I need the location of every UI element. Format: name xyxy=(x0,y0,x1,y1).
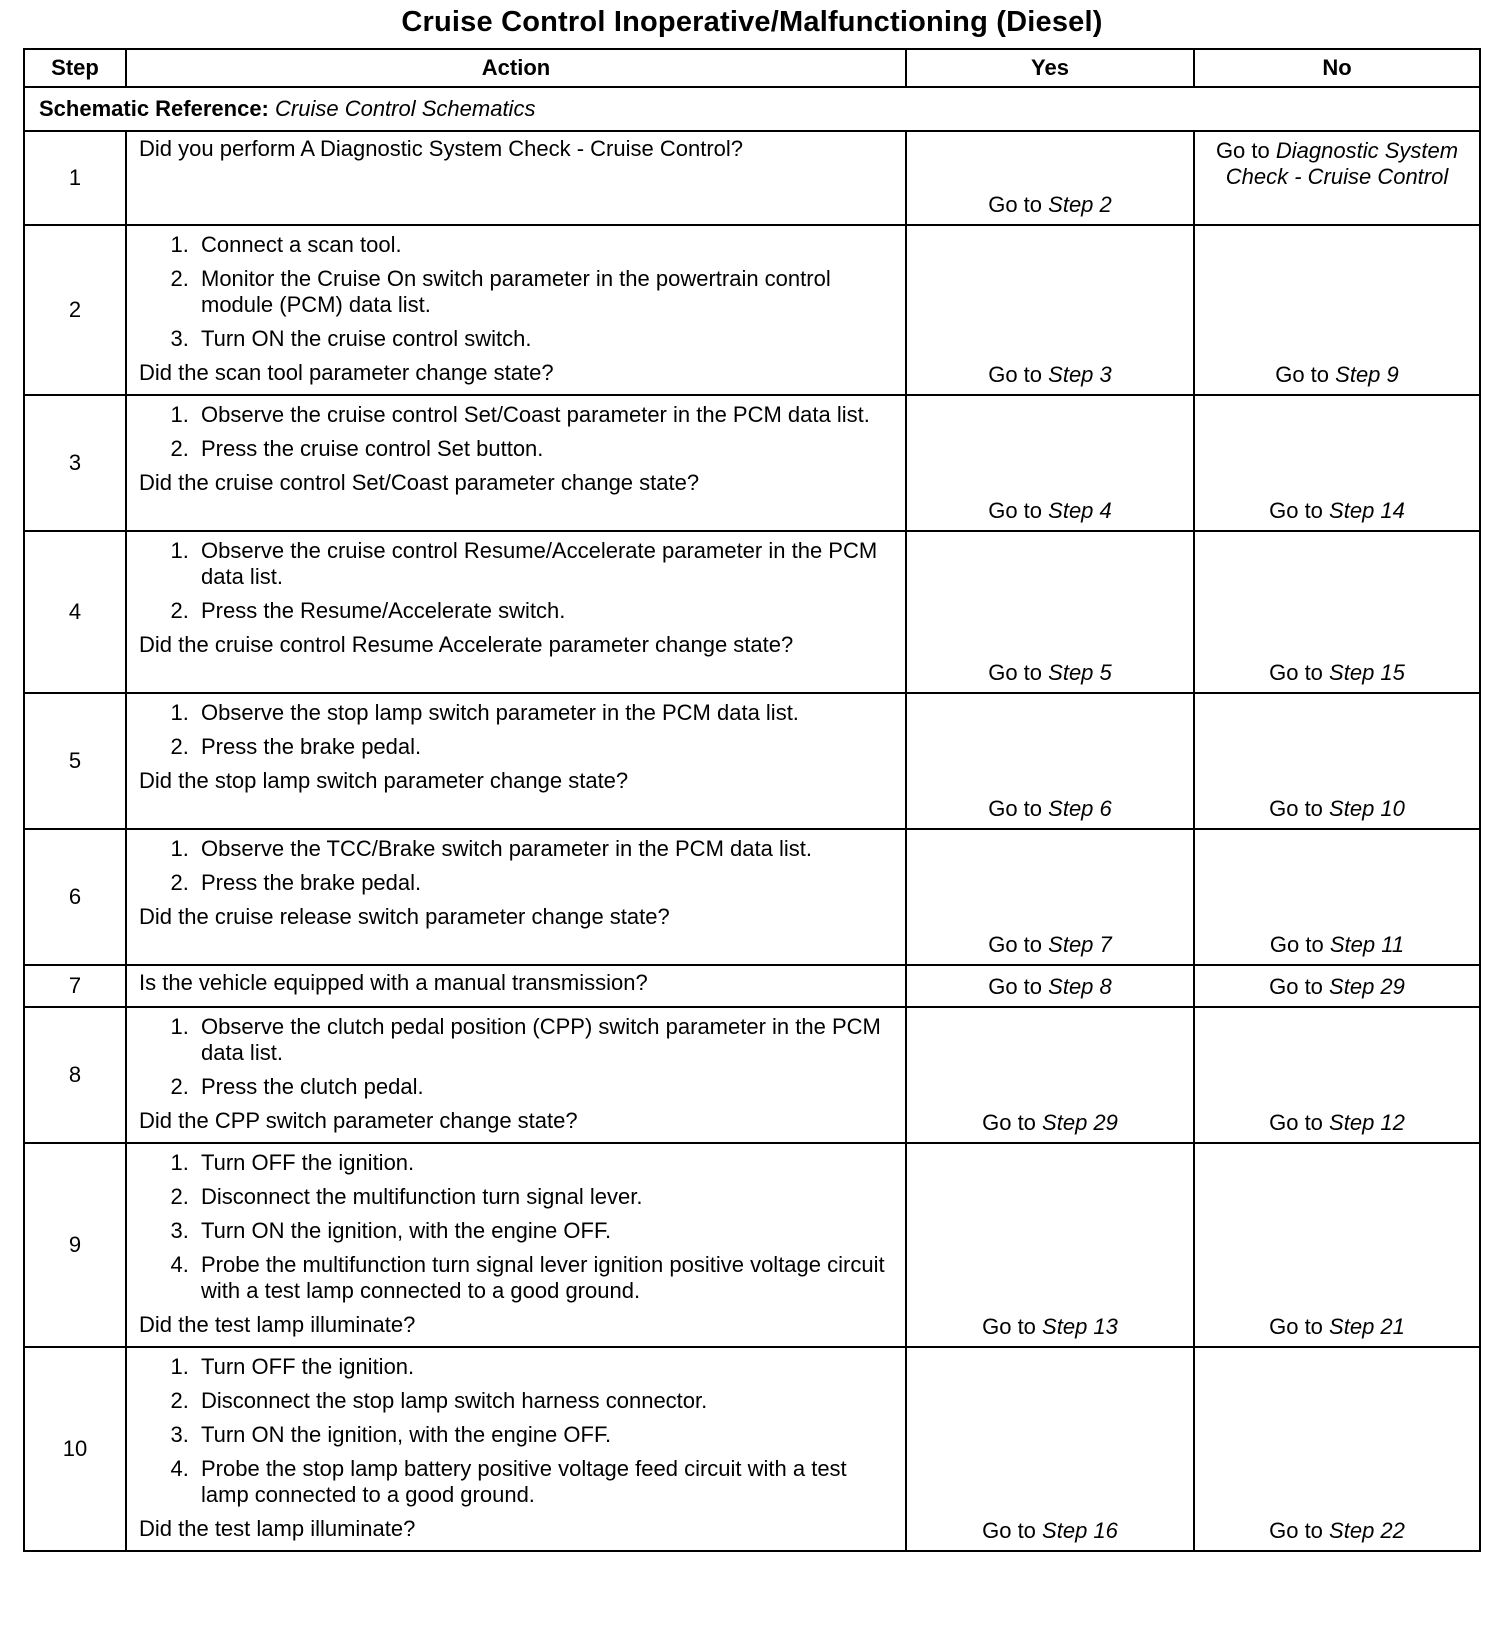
action-step-item: 1. Turn OFF the ignition. xyxy=(195,1150,893,1176)
header-no: No xyxy=(1194,49,1480,87)
table-row xyxy=(24,395,1480,531)
action-step-item: 1. Observe the clutch pedal position (CPP) switch parameter in the PCM data list. xyxy=(195,1014,893,1066)
action-cell xyxy=(126,829,906,965)
header-yes: Yes xyxy=(906,49,1194,87)
no-cell xyxy=(1194,829,1480,965)
table-row xyxy=(24,829,1480,965)
action-step-item: 1. Connect a scan tool. xyxy=(195,232,893,258)
yes-goto-link[interactable]: Step 4 xyxy=(1048,498,1112,523)
action-steps-list xyxy=(139,700,893,760)
step-number: 2 xyxy=(24,225,126,395)
action-question: Did the test lamp illuminate? xyxy=(139,1516,416,1541)
action-question: Is the vehicle equipped with a manual transmission? xyxy=(139,970,648,995)
yes-goto-link[interactable]: Step 5 xyxy=(1048,660,1112,685)
goto-label: Go to xyxy=(988,660,1043,685)
action-steps-list xyxy=(139,1354,893,1508)
action-step-item: 2. Press the brake pedal. xyxy=(195,870,893,896)
no-goto-link[interactable]: Step 14 xyxy=(1329,498,1405,523)
action-step-item: 4. Probe the stop lamp battery positive voltage feed circuit with a test lamp connected to a good ground. xyxy=(195,1456,893,1508)
step-number: 8 xyxy=(24,1007,126,1143)
action-question: Did the test lamp illuminate? xyxy=(139,1312,416,1337)
yes-cell xyxy=(906,395,1194,531)
action-cell xyxy=(126,225,906,395)
no-cell xyxy=(1194,965,1480,1007)
goto-label: Go to xyxy=(1269,932,1324,957)
table-row xyxy=(24,965,1480,1007)
no-cell xyxy=(1194,131,1480,225)
schematic-reference-row xyxy=(24,87,1480,131)
page-title: Cruise Control Inoperative/Malfunctioning (Diesel) xyxy=(401,6,1103,38)
action-steps-list xyxy=(139,538,893,624)
action-step-item: 1. Observe the TCC/Brake switch parameter in the PCM data list. xyxy=(195,836,893,862)
step-number: 3 xyxy=(24,395,126,531)
goto-label: Go to xyxy=(1215,138,1270,163)
goto-label: Go to xyxy=(1269,1314,1323,1339)
action-cell xyxy=(126,395,906,531)
no-cell xyxy=(1194,1347,1480,1551)
yes-cell xyxy=(906,131,1194,225)
action-step-item: 1. Observe the cruise control Set/Coast parameter in the PCM data list. xyxy=(195,402,893,428)
action-cell xyxy=(126,1143,906,1347)
step-number: 7 xyxy=(24,965,126,1007)
schematic-link[interactable]: Cruise Control Schematics xyxy=(275,96,536,121)
step-number: 10 xyxy=(24,1347,126,1551)
action-step-item: 4. Probe the multifunction turn signal lever ignition positive voltage circuit with a test lamp connected to a good ground. xyxy=(195,1252,893,1304)
action-question: Did the CPP switch parameter change state? xyxy=(139,1108,578,1133)
yes-cell xyxy=(906,1347,1194,1551)
action-question: Did the cruise control Resume Accelerate parameter change state? xyxy=(139,632,794,657)
action-step-item: 1. Observe the cruise control Resume/Accelerate parameter in the PCM data list. xyxy=(195,538,893,590)
table-row xyxy=(24,1007,1480,1143)
goto-label: Go to xyxy=(1269,796,1323,821)
action-cell xyxy=(126,131,906,225)
table-row xyxy=(24,531,1480,693)
yes-goto-link[interactable]: Step 16 xyxy=(1042,1518,1118,1543)
action-steps-list xyxy=(139,836,893,896)
table-row xyxy=(24,131,1480,225)
yes-goto-link[interactable]: Step 13 xyxy=(1042,1314,1118,1339)
goto-label: Go to xyxy=(988,974,1043,999)
no-cell xyxy=(1194,225,1480,395)
action-cell xyxy=(126,531,906,693)
goto-label: Go to xyxy=(1269,1518,1323,1543)
no-goto-link[interactable]: Step 11 xyxy=(1329,932,1405,957)
action-question: Did the stop lamp switch parameter change state? xyxy=(139,768,629,793)
yes-cell xyxy=(906,693,1194,829)
goto-label: Go to xyxy=(1269,498,1323,523)
goto-label: Go to xyxy=(1269,1110,1323,1135)
action-step-item: 2. Disconnect the multifunction turn signal lever. xyxy=(195,1184,893,1210)
no-cell xyxy=(1194,693,1480,829)
goto-label: Go to xyxy=(988,932,1043,957)
table-row xyxy=(24,693,1480,829)
action-cell xyxy=(126,1007,906,1143)
yes-goto-link[interactable]: Step 6 xyxy=(1048,796,1112,821)
header-action: Action xyxy=(126,49,906,87)
action-steps-list xyxy=(139,1014,893,1100)
action-step-item: 2. Monitor the Cruise On switch parameter in the powertrain control module (PCM) data list. xyxy=(195,266,893,318)
action-cell xyxy=(126,965,906,1007)
no-cell xyxy=(1194,1007,1480,1143)
no-goto-link[interactable]: Step 29 xyxy=(1329,974,1405,999)
action-step-item: 2. Press the brake pedal. xyxy=(195,734,893,760)
action-step-item: 2. Press the cruise control Set button. xyxy=(195,436,893,462)
yes-goto-link[interactable]: Step 3 xyxy=(1048,362,1112,387)
action-step-item: 3. Turn ON the ignition, with the engine OFF. xyxy=(195,1218,893,1244)
table-header-row xyxy=(24,49,1480,87)
yes-goto-link[interactable]: Step 29 xyxy=(1042,1110,1118,1135)
yes-goto-link[interactable]: Step 7 xyxy=(1048,932,1112,957)
step-number: 4 xyxy=(24,531,126,693)
header-step: Step xyxy=(24,49,126,87)
action-steps-list xyxy=(139,232,893,352)
table-row xyxy=(24,1143,1480,1347)
no-goto-link[interactable]: Step 10 xyxy=(1329,796,1405,821)
action-steps-list xyxy=(139,402,893,462)
goto-label: Go to xyxy=(988,192,1043,217)
action-question: Did the scan tool parameter change state? xyxy=(139,360,554,385)
no-cell xyxy=(1194,531,1480,693)
yes-goto-link[interactable]: Step 8 xyxy=(1048,974,1112,999)
action-cell xyxy=(126,1347,906,1551)
goto-label: Go to xyxy=(988,498,1043,523)
action-question: Did the cruise release switch parameter change state? xyxy=(139,904,670,929)
action-step-item: 2. Press the clutch pedal. xyxy=(195,1074,893,1100)
yes-cell xyxy=(906,1143,1194,1347)
step-number: 1 xyxy=(24,131,126,225)
yes-cell xyxy=(906,225,1194,395)
action-step-item: 3. Turn ON the cruise control switch. xyxy=(195,326,893,352)
step-number: 6 xyxy=(24,829,126,965)
action-question: Did the cruise control Set/Coast parameter change state? xyxy=(139,470,700,495)
goto-label: Go to xyxy=(1269,660,1323,685)
no-goto-link[interactable]: Step 22 xyxy=(1329,1518,1405,1543)
action-step-item: 1. Turn OFF the ignition. xyxy=(195,1354,893,1380)
step-number: 5 xyxy=(24,693,126,829)
yes-goto-link[interactable]: Step 2 xyxy=(1048,192,1112,217)
action-question: Did you perform A Diagnostic System Check - Cruise Control? xyxy=(139,136,744,161)
goto-label: Go to xyxy=(982,1518,1036,1543)
table-row xyxy=(24,1347,1480,1551)
goto-label: Go to xyxy=(1275,362,1330,387)
diagnostic-table xyxy=(23,48,1481,1552)
yes-cell xyxy=(906,1007,1194,1143)
no-goto-link[interactable]: Step 9 xyxy=(1335,362,1399,387)
no-goto-link[interactable]: Step 15 xyxy=(1329,660,1405,685)
action-step-item: 2. Disconnect the stop lamp switch harness connector. xyxy=(195,1388,893,1414)
no-cell xyxy=(1194,395,1480,531)
action-step-item: 2. Press the Resume/Accelerate switch. xyxy=(195,598,893,624)
yes-cell xyxy=(906,531,1194,693)
no-goto-link[interactable]: Diagnostic System Check - Cruise Control xyxy=(1225,138,1459,189)
schematic-label: Schematic Reference: xyxy=(39,96,269,121)
step-number: 9 xyxy=(24,1143,126,1347)
schematic-reference xyxy=(24,87,1480,131)
yes-cell xyxy=(906,965,1194,1007)
goto-label: Go to xyxy=(982,1314,1036,1339)
no-cell xyxy=(1194,1143,1480,1347)
goto-label: Go to xyxy=(1269,974,1323,999)
action-steps-list xyxy=(139,1150,893,1304)
no-goto-link[interactable]: Step 12 xyxy=(1329,1110,1405,1135)
goto-label: Go to xyxy=(988,796,1043,821)
yes-cell xyxy=(906,829,1194,965)
action-cell xyxy=(126,693,906,829)
action-step-item: 3. Turn ON the ignition, with the engine OFF. xyxy=(195,1422,893,1448)
table-row xyxy=(24,225,1480,395)
no-goto-link[interactable]: Step 21 xyxy=(1329,1314,1405,1339)
goto-label: Go to xyxy=(988,362,1043,387)
goto-label: Go to xyxy=(982,1110,1036,1135)
action-step-item: 1. Observe the stop lamp switch parameter in the PCM data list. xyxy=(195,700,893,726)
